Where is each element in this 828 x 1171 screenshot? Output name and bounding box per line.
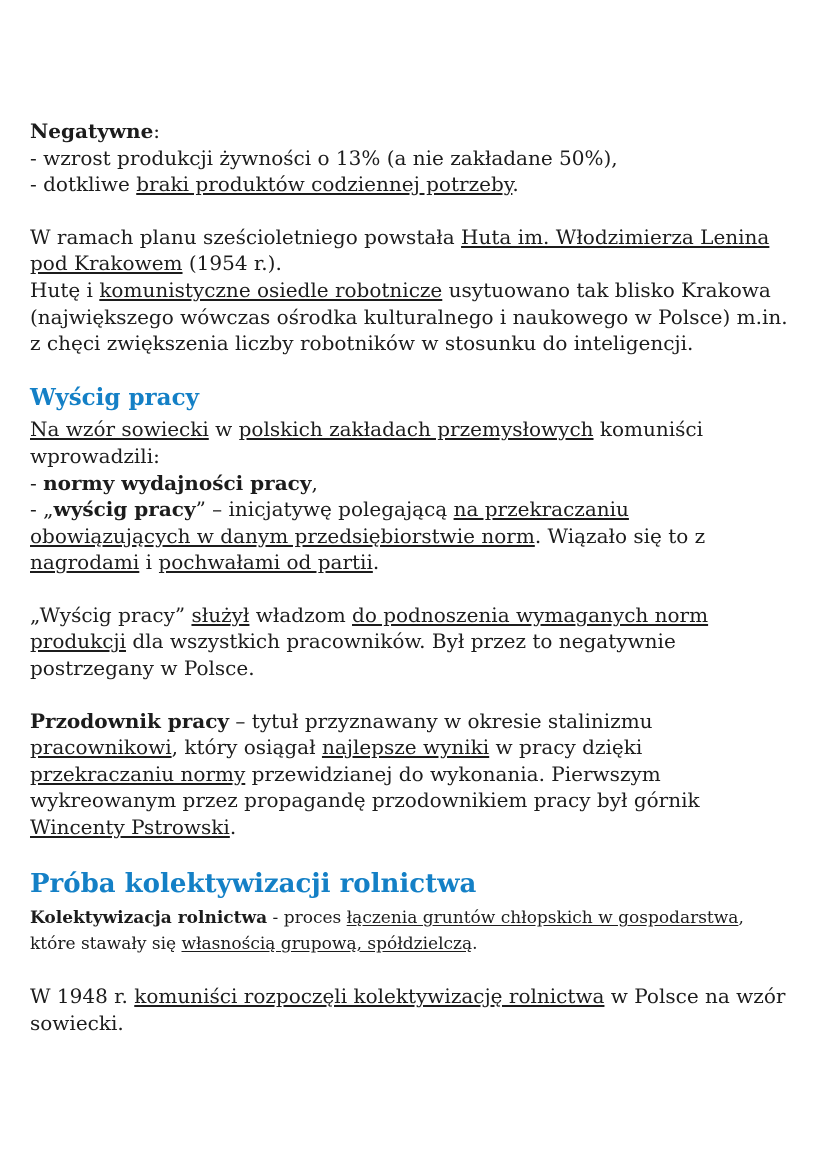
bold-run: Negatywne	[30, 119, 154, 143]
text-run: komuniści wprowadzili:	[30, 417, 704, 468]
underline-run: do podnoszenia wymaganych norm produkcji	[30, 602, 709, 654]
underline-run: braki produktów codziennej potrzeby	[136, 172, 513, 197]
underline-run: na przekraczaniu obowiązujących w danym przedsiębiorstwie norm	[30, 497, 629, 548]
bold-run: Kolektywizacja rolnictwa	[30, 908, 268, 929]
text-run: w pracy dzięki	[489, 735, 643, 760]
text-run: w	[208, 417, 239, 442]
text-run: ,	[311, 470, 318, 495]
bold-run: Przodownik pracy	[30, 708, 230, 733]
text-run: - dotkliwe	[30, 172, 137, 197]
section-heading-wyscig-pracy: Wyścig pracy	[30, 383, 199, 411]
underline-run: Huta im. Włodzimierza Lenina pod Krakowem	[30, 224, 770, 276]
text-run: , które stawały się	[30, 908, 744, 954]
paragraph-negatywne-effects	[30, 118, 790, 198]
text-run: (1954 r.).	[182, 251, 282, 276]
text-run: i	[139, 550, 159, 575]
text-run: - „	[30, 497, 54, 522]
text-run: .	[472, 933, 478, 954]
text-run: „Wyścig pracy”	[30, 602, 192, 627]
text-run: W 1948 r.	[30, 984, 135, 1009]
bold-run: normy wydajności pracy	[43, 470, 312, 495]
text-run: W ramach planu sześcioletniego powstała	[30, 224, 462, 249]
text-run: .	[372, 550, 380, 575]
text-run: usytuowano tak blisko Krakowa (największego wówczas ośrodka kulturalnego i naukowego w Polsce) m.in. z chęci zwiększenia liczby robotników w stosunku do inteligencji.	[30, 277, 788, 356]
text-run: Hutę i	[30, 277, 100, 302]
underline-run: pochwałami od partii	[158, 550, 373, 575]
text-run: przewidzianej do wykonania. Pierwszym wykreowanym przez propagandę przodownikiem pracy był górnik	[30, 761, 700, 813]
text-run: - wzrost produkcji żywności o 13% (a nie zakładane 50%),	[30, 145, 618, 170]
underline-run: pracownikowi	[30, 735, 172, 760]
underline-run: Wincenty Pstrowski	[30, 815, 230, 840]
text-run: . Wiązało się to z	[534, 523, 706, 548]
text-run: - proces	[267, 908, 347, 929]
paragraph-1948-start	[30, 983, 790, 1036]
text-run: ” – inicjatywę polegającą	[195, 497, 454, 522]
paragraph-przodownik-pracy	[30, 708, 790, 841]
underline-run: nagrodami	[30, 550, 140, 575]
underline-run: komunistyczne osiedle robotnicze	[99, 277, 443, 302]
text-run: , który osiągał	[171, 735, 322, 760]
underline-run: przekraczaniu normy	[30, 761, 246, 786]
text-run: władzom	[249, 602, 353, 627]
underline-run: służył	[191, 602, 250, 627]
text-run: .	[512, 172, 519, 197]
underline-run: łączenia gruntów chłopskich w gospodarstwa	[346, 908, 739, 929]
bold-run: wyścig pracy	[53, 497, 196, 522]
paragraph-kolektywizacja-definition	[30, 906, 790, 957]
underline-run: najlepsze wyniki	[321, 735, 490, 760]
text-run: – tytuł przyznawany w okresie stalinizmu	[229, 708, 653, 733]
text-run: .	[229, 815, 237, 840]
underline-run: Na wzór sowiecki	[30, 417, 209, 442]
paragraph-huta-lenina	[30, 224, 790, 357]
section-heading-kolektywizacja: Próba kolektywizacji rolnictwa	[30, 868, 477, 899]
underline-run: komuniści rozpoczęli kolektywizację rolnictwa	[134, 984, 605, 1009]
text-run: :	[153, 119, 161, 143]
text-run: dla wszystkich pracowników. Był przez to negatywnie postrzegany w Polsce.	[30, 629, 676, 681]
paragraph-wyscig-intro	[30, 416, 790, 576]
text-run: -	[30, 470, 44, 495]
underline-run: polskich zakładach przemysłowych	[238, 417, 594, 442]
underline-run: własnością grupową, spółdzielczą	[181, 933, 473, 954]
text-run: w Polsce na wzór sowiecki.	[30, 984, 786, 1035]
paragraph-wyscig-served	[30, 602, 790, 682]
